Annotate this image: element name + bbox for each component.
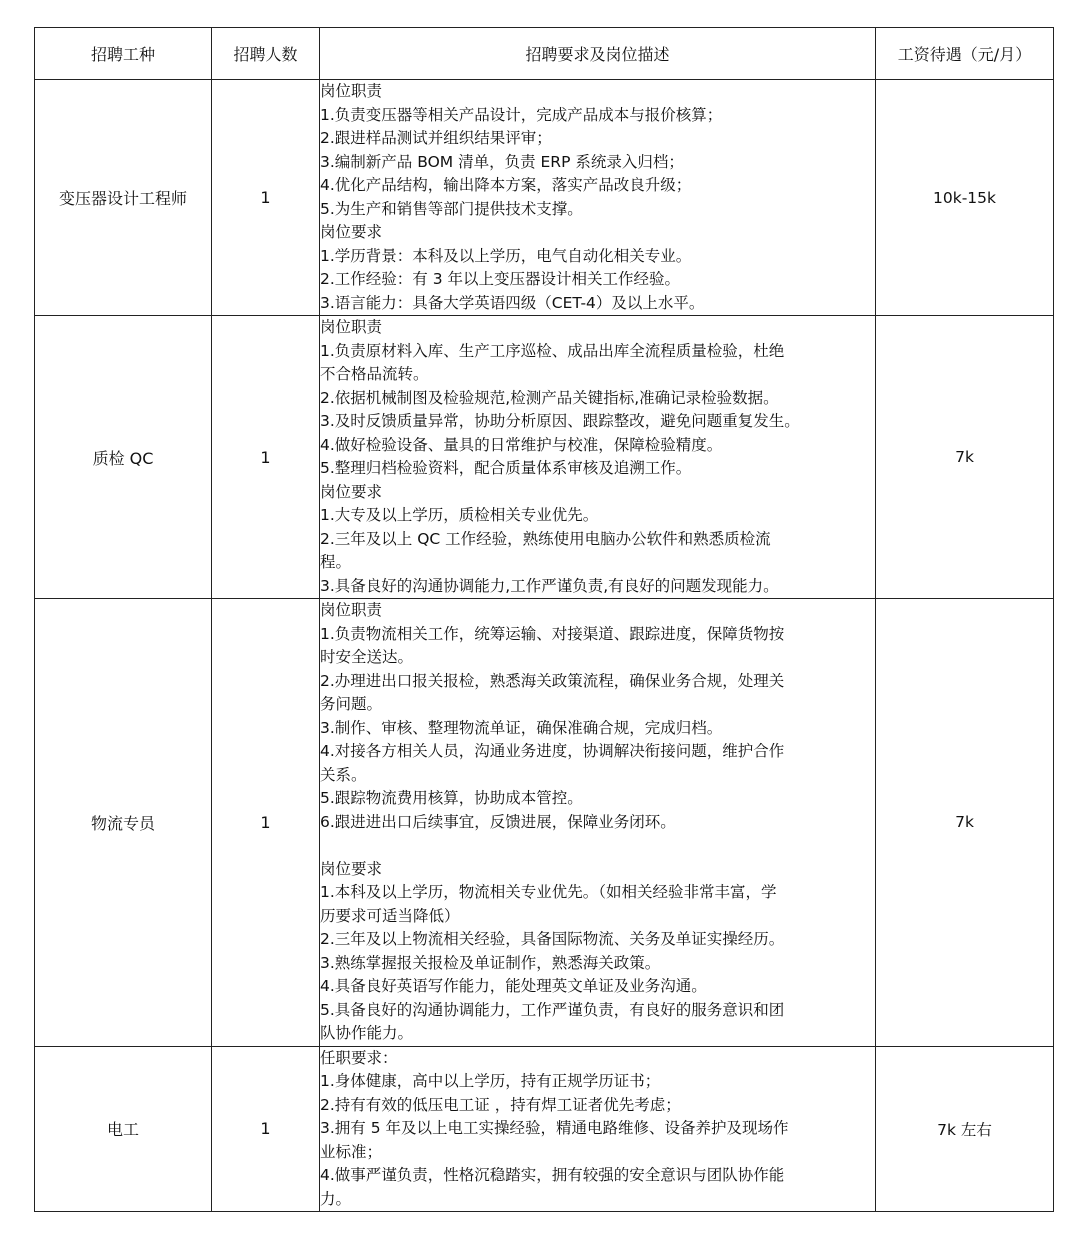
job-title-cell: 物流专员 [35,599,212,1047]
job-title-cell: 电工 [35,1046,212,1212]
description-line: 2.三年及以上物流相关经验，具备国际物流、关务及单证实操经历。 [320,930,785,948]
table-row [35,599,1054,1047]
salary-cell: 7k [876,316,1054,599]
header-row [35,28,1054,80]
recruitment-table [34,27,1054,1212]
description-line: 3.熟练掌握报关报检及单证制作，熟悉海关政策。 [320,953,661,972]
headcount-cell: 1 [212,80,320,316]
description-line: 4.具备良好英语写作能力，能处理英文单证及业务沟通。 [320,977,707,995]
description-cell [320,1046,876,1212]
description-line: 4.做好检验设备、量具的日常维护与校准，保障检验精度。 [320,435,723,454]
description-line: 3.具备良好的沟通协调能力,工作严谨负责,有良好的问题发现能力。 [320,576,779,595]
description-line: 5.为生产和销售等部门提供技术支撑。 [320,199,583,218]
description-line: 不合格品流转。 [320,365,429,383]
description-line: 3.及时反馈质量异常，协助分析原因、跟踪整改，避免问题重复发生。 [320,412,800,430]
description-line [320,834,875,858]
table-row [35,80,1054,316]
description-line: 岗位职责 [320,318,383,336]
headcount-cell: 1 [212,1046,320,1212]
description-line: 1.大专及以上学历，质检相关专业优先。 [320,506,599,524]
description-line: 历要求可适当降低） [320,906,460,925]
description-line: 2.办理进出口报关报检，熟悉海关政策流程，确保业务合规，处理关 [320,671,785,690]
table-body [35,80,1054,1212]
description-line: 4.对接各方相关人员，沟通业务进度，协调解决衔接问题，维护合作 [320,742,785,760]
description-line: 程。 [320,553,352,571]
description-line: 1.学历背景：本科及以上学历，电气自动化相关专业。 [320,246,692,265]
description-line: 6.跟进进出口后续事宜，反馈进展，保障业务闭环。 [320,812,676,831]
description-line: 岗位要求 [320,482,383,501]
header-salary: 工资待遇（元/月） [876,28,1054,80]
salary-cell: 10k-15k [876,80,1054,316]
job-title-cell: 变压器设计工程师 [35,80,212,316]
header-job: 招聘工种 [35,28,212,80]
headcount-cell: 1 [212,316,320,599]
description-line: 2.跟进样品测试并组织结果评审； [320,129,552,147]
description-line: 1.负责原材料入库、生产工序巡检、成品出库全流程质量检验，杜绝 [320,341,785,360]
description-line: 3.拥有 5 年及以上电工实操经验，精通电路维修、设备养护及现场作 [320,1119,789,1137]
description-line: 2.工作经验：有 3 年以上变压器设计相关工作经验。 [320,270,681,288]
headcount-cell: 1 [212,599,320,1047]
description-line: 时安全送达。 [320,648,414,666]
header-description: 招聘要求及岗位描述 [320,28,876,80]
description-cell [320,316,876,599]
description-line: 业标准； [320,1142,383,1161]
description-line: 任职要求： [320,1048,398,1067]
description-line: 3.编制新产品 BOM 清单，负责 ERP 系统录入归档； [320,152,684,171]
salary-cell: 7k [876,599,1054,1047]
description-line: 5.跟踪物流费用核算，协助成本管控。 [320,789,583,807]
description-line: 关系。 [320,765,367,784]
table-row [35,316,1054,599]
header-count: 招聘人数 [212,28,320,80]
description-cell [320,599,876,1047]
description-line: 岗位职责 [320,82,383,100]
description-line: 1.身体健康，高中以上学历，持有正规学历证书； [320,1072,661,1090]
job-title-cell: 质检 QC [35,316,212,599]
description-line: 2.三年及以上 QC 工作经验，熟练使用电脑办公软件和熟悉质检流 [320,529,771,548]
description-line: 队协作能力。 [320,1024,414,1042]
description-line: 5.整理归档检验资料，配合质量体系审核及追溯工作。 [320,459,692,477]
description-cell [320,80,876,316]
description-line: 力。 [320,1189,352,1208]
description-line: 5.具备良好的沟通协调能力，工作严谨负责，有良好的服务意识和团 [320,1000,785,1019]
description-line: 3.语言能力：具备大学英语四级（CET-4）及以上水平。 [320,293,705,312]
description-line: 3.制作、审核、整理物流单证，确保准确合规，完成归档。 [320,718,723,737]
description-line: 2.依据机械制图及检验规范,检测产品关键指标,准确记录检验数据。 [320,388,779,407]
description-line: 岗位要求 [320,223,383,241]
description-line: 岗位要求 [320,859,383,878]
description-line: 2.持有有效的低压电工证 ，持有焊工证者优先考虑； [320,1095,681,1114]
description-line: 岗位职责 [320,601,383,619]
description-line: 4.优化产品结构，输出降本方案，落实产品改良升级； [320,176,692,194]
description-line: 1.本科及以上学历，物流相关专业优先。（如相关经验非常丰富，学 [320,883,777,901]
description-line: 1.负责物流相关工作，统筹运输、对接渠道、跟踪进度，保障货物按 [320,624,785,643]
description-line: 4.做事严谨负责，性格沉稳踏实，拥有较强的安全意识与团队协作能 [320,1166,785,1184]
table-row [35,1046,1054,1212]
salary-cell: 7k 左右 [876,1046,1054,1212]
description-line: 务问题。 [320,695,383,713]
description-line: 1.负责变压器等相关产品设计，完成产品成本与报价核算； [320,105,723,124]
